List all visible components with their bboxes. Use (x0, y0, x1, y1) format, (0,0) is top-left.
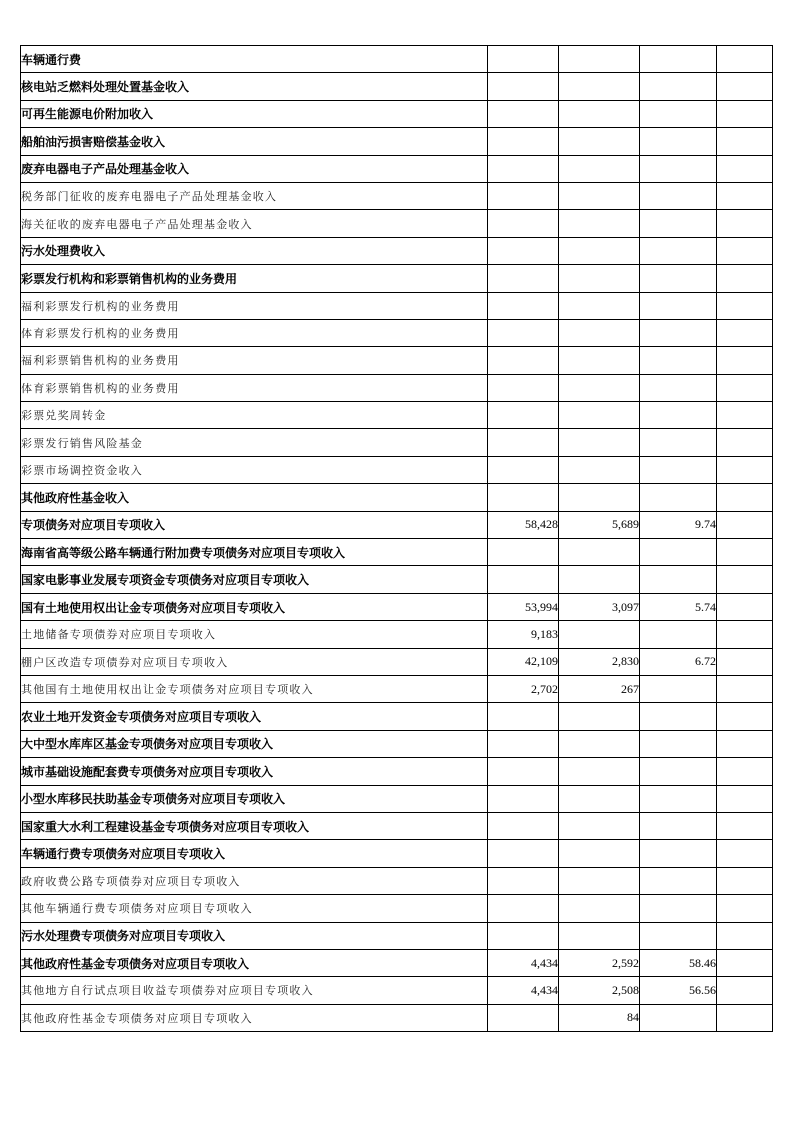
table-row (21, 210, 773, 237)
value-cell-d (717, 402, 773, 429)
value-cell-a (488, 785, 559, 812)
value-cell-b (559, 621, 640, 648)
value-cell-c (640, 100, 717, 127)
table-row (21, 237, 773, 264)
value-cell-b (559, 237, 640, 264)
table-row (21, 402, 773, 429)
table-row (21, 758, 773, 785)
value-cell-c (640, 46, 717, 73)
value-cell-b (559, 812, 640, 839)
value-cell-c (640, 265, 717, 292)
value-cell-b (559, 484, 640, 511)
value-cell-b (559, 758, 640, 785)
value-cell-a (488, 730, 559, 757)
value-cell-c (640, 484, 717, 511)
value-cell-b: 267 (559, 675, 640, 702)
value-cell-c (640, 675, 717, 702)
item-name-cell: 车辆通行费 (21, 46, 488, 73)
value-cell-a (488, 456, 559, 483)
value-cell-b (559, 539, 640, 566)
value-cell-d (717, 128, 773, 155)
value-cell-d (717, 484, 773, 511)
value-cell-a: 42,109 (488, 648, 559, 675)
value-cell-a: 58,428 (488, 511, 559, 538)
table-row (21, 182, 773, 209)
item-name-cell: 其他政府性基金收入 (21, 484, 488, 511)
value-cell-b: 5,689 (559, 511, 640, 538)
value-cell-a: 4,434 (488, 949, 559, 976)
value-cell-a (488, 539, 559, 566)
value-cell-c (640, 703, 717, 730)
value-cell-a (488, 374, 559, 401)
value-cell-d (717, 182, 773, 209)
value-cell-b (559, 922, 640, 949)
value-cell-b: 2,508 (559, 977, 640, 1004)
item-name-cell: 其他政府性基金专项债务对应项目专项收入 (21, 1004, 488, 1031)
table-row (21, 511, 773, 538)
value-cell-c (640, 456, 717, 483)
table-row (21, 648, 773, 675)
value-cell-a (488, 1004, 559, 1031)
item-name-cell: 福利彩票销售机构的业务费用 (21, 347, 488, 374)
value-cell-d (717, 621, 773, 648)
value-cell-a (488, 319, 559, 346)
table-row (21, 949, 773, 976)
item-name-cell: 污水处理费收入 (21, 237, 488, 264)
value-cell-d (717, 758, 773, 785)
value-cell-d (717, 511, 773, 538)
value-cell-b (559, 566, 640, 593)
table-row (21, 374, 773, 401)
value-cell-c (640, 1004, 717, 1031)
item-name-cell: 海关征收的废弃电器电子产品处理基金收入 (21, 210, 488, 237)
value-cell-a (488, 812, 559, 839)
table-row (21, 977, 773, 1004)
table-row (21, 730, 773, 757)
value-cell-a (488, 347, 559, 374)
value-cell-b: 2,592 (559, 949, 640, 976)
value-cell-c: 58.46 (640, 949, 717, 976)
table-row (21, 867, 773, 894)
item-name-cell: 废弃电器电子产品处理基金收入 (21, 155, 488, 182)
value-cell-d (717, 210, 773, 237)
value-cell-b (559, 429, 640, 456)
table-row (21, 347, 773, 374)
value-cell-a (488, 840, 559, 867)
value-cell-a (488, 265, 559, 292)
value-cell-a (488, 210, 559, 237)
item-name-cell: 可再生能源电价附加收入 (21, 100, 488, 127)
value-cell-c (640, 566, 717, 593)
table-row (21, 621, 773, 648)
value-cell-c (640, 812, 717, 839)
value-cell-b (559, 265, 640, 292)
value-cell-c (640, 785, 717, 812)
value-cell-d (717, 429, 773, 456)
value-cell-c: 56.56 (640, 977, 717, 1004)
value-cell-c (640, 182, 717, 209)
value-cell-a (488, 182, 559, 209)
item-name-cell: 其他车辆通行费专项债务对应项目专项收入 (21, 895, 488, 922)
table-row (21, 429, 773, 456)
value-cell-b (559, 840, 640, 867)
value-cell-d (717, 46, 773, 73)
value-cell-a (488, 46, 559, 73)
item-name-cell: 彩票发行销售风险基金 (21, 429, 488, 456)
value-cell-a (488, 128, 559, 155)
value-cell-c (640, 429, 717, 456)
table-row (21, 895, 773, 922)
value-cell-a (488, 867, 559, 894)
value-cell-a (488, 758, 559, 785)
item-name-cell: 其他政府性基金专项债务对应项目专项收入 (21, 949, 488, 976)
value-cell-a: 9,183 (488, 621, 559, 648)
table-row (21, 73, 773, 100)
revenue-table (20, 45, 773, 1032)
value-cell-d (717, 785, 773, 812)
value-cell-a (488, 484, 559, 511)
value-cell-c (640, 374, 717, 401)
value-cell-a (488, 402, 559, 429)
value-cell-d (717, 867, 773, 894)
table-row (21, 566, 773, 593)
value-cell-d (717, 675, 773, 702)
value-cell-d (717, 812, 773, 839)
item-name-cell: 彩票兑奖周转金 (21, 402, 488, 429)
item-name-cell: 彩票发行机构和彩票销售机构的业务费用 (21, 265, 488, 292)
value-cell-b (559, 292, 640, 319)
item-name-cell: 政府收费公路专项债券对应项目专项收入 (21, 867, 488, 894)
value-cell-a (488, 922, 559, 949)
value-cell-b (559, 155, 640, 182)
value-cell-d (717, 593, 773, 620)
table-row (21, 675, 773, 702)
table-row (21, 484, 773, 511)
value-cell-a (488, 895, 559, 922)
value-cell-c (640, 621, 717, 648)
value-cell-a (488, 155, 559, 182)
value-cell-d (717, 347, 773, 374)
table-row (21, 155, 773, 182)
item-name-cell: 土地储备专项债券对应项目专项收入 (21, 621, 488, 648)
value-cell-d (717, 703, 773, 730)
table-row (21, 922, 773, 949)
value-cell-b (559, 347, 640, 374)
value-cell-c (640, 867, 717, 894)
value-cell-c (640, 292, 717, 319)
table-row (21, 593, 773, 620)
item-name-cell: 核电站乏燃料处理处置基金收入 (21, 73, 488, 100)
value-cell-b (559, 46, 640, 73)
value-cell-d (717, 456, 773, 483)
value-cell-d (717, 895, 773, 922)
value-cell-d (717, 840, 773, 867)
item-name-cell: 国有土地使用权出让金专项债务对应项目专项收入 (21, 593, 488, 620)
value-cell-c (640, 210, 717, 237)
item-name-cell: 船舶油污损害赔偿基金收入 (21, 128, 488, 155)
value-cell-d (717, 730, 773, 757)
value-cell-d (717, 539, 773, 566)
table-row (21, 456, 773, 483)
item-name-cell: 车辆通行费专项债务对应项目专项收入 (21, 840, 488, 867)
value-cell-c (640, 758, 717, 785)
value-cell-a: 2,702 (488, 675, 559, 702)
value-cell-c (640, 73, 717, 100)
value-cell-c (640, 840, 717, 867)
value-cell-b (559, 210, 640, 237)
value-cell-b (559, 456, 640, 483)
table-row (21, 292, 773, 319)
value-cell-c: 6.72 (640, 648, 717, 675)
item-name-cell: 小型水库移民扶助基金专项债务对应项目专项收入 (21, 785, 488, 812)
item-name-cell: 污水处理费专项债务对应项目专项收入 (21, 922, 488, 949)
value-cell-d (717, 319, 773, 346)
value-cell-d (717, 237, 773, 264)
value-cell-a (488, 566, 559, 593)
value-cell-b: 84 (559, 1004, 640, 1031)
value-cell-b (559, 319, 640, 346)
value-cell-b: 3,097 (559, 593, 640, 620)
value-cell-b (559, 703, 640, 730)
value-cell-b (559, 895, 640, 922)
value-cell-d (717, 1004, 773, 1031)
table-row (21, 128, 773, 155)
item-name-cell: 其他国有土地使用权出让金专项债务对应项目专项收入 (21, 675, 488, 702)
item-name-cell: 专项债务对应项目专项收入 (21, 511, 488, 538)
item-name-cell: 大中型水库库区基金专项债务对应项目专项收入 (21, 730, 488, 757)
revenue-table-body (21, 46, 773, 1032)
value-cell-d (717, 566, 773, 593)
item-name-cell: 其他地方自行试点项目收益专项债券对应项目专项收入 (21, 977, 488, 1004)
item-name-cell: 税务部门征收的废弃电器电子产品处理基金收入 (21, 182, 488, 209)
item-name-cell: 国家重大水利工程建设基金专项债务对应项目专项收入 (21, 812, 488, 839)
value-cell-b (559, 73, 640, 100)
value-cell-d (717, 100, 773, 127)
value-cell-c (640, 539, 717, 566)
item-name-cell: 国家电影事业发展专项资金专项债务对应项目专项收入 (21, 566, 488, 593)
value-cell-c: 5.74 (640, 593, 717, 620)
value-cell-a: 53,994 (488, 593, 559, 620)
value-cell-b (559, 100, 640, 127)
table-row (21, 1004, 773, 1031)
value-cell-b (559, 785, 640, 812)
item-name-cell: 体育彩票销售机构的业务费用 (21, 374, 488, 401)
value-cell-d (717, 922, 773, 949)
value-cell-d (717, 155, 773, 182)
value-cell-a (488, 429, 559, 456)
value-cell-b (559, 402, 640, 429)
value-cell-b (559, 867, 640, 894)
value-cell-a (488, 100, 559, 127)
value-cell-d (717, 292, 773, 319)
value-cell-c (640, 128, 717, 155)
value-cell-d (717, 73, 773, 100)
value-cell-b (559, 374, 640, 401)
item-name-cell: 农业土地开发资金专项债务对应项目专项收入 (21, 703, 488, 730)
table-row (21, 100, 773, 127)
item-name-cell: 彩票市场调控资金收入 (21, 456, 488, 483)
value-cell-c: 9.74 (640, 511, 717, 538)
value-cell-a: 4,434 (488, 977, 559, 1004)
table-row (21, 265, 773, 292)
table-row (21, 703, 773, 730)
value-cell-c (640, 402, 717, 429)
value-cell-c (640, 319, 717, 346)
value-cell-d (717, 265, 773, 292)
value-cell-a (488, 237, 559, 264)
value-cell-d (717, 949, 773, 976)
value-cell-a (488, 73, 559, 100)
item-name-cell: 海南省高等级公路车辆通行附加费专项债务对应项目专项收入 (21, 539, 488, 566)
value-cell-a (488, 703, 559, 730)
item-name-cell: 福利彩票发行机构的业务费用 (21, 292, 488, 319)
value-cell-a (488, 292, 559, 319)
table-row (21, 785, 773, 812)
item-name-cell: 城市基础设施配套费专项债务对应项目专项收入 (21, 758, 488, 785)
table-row (21, 319, 773, 346)
value-cell-c (640, 730, 717, 757)
value-cell-b (559, 182, 640, 209)
value-cell-b (559, 128, 640, 155)
value-cell-b: 2,830 (559, 648, 640, 675)
value-cell-c (640, 237, 717, 264)
value-cell-d (717, 977, 773, 1004)
value-cell-c (640, 347, 717, 374)
item-name-cell: 体育彩票发行机构的业务费用 (21, 319, 488, 346)
table-row (21, 539, 773, 566)
value-cell-c (640, 155, 717, 182)
item-name-cell: 棚户区改造专项债券对应项目专项收入 (21, 648, 488, 675)
value-cell-d (717, 648, 773, 675)
value-cell-d (717, 374, 773, 401)
value-cell-b (559, 730, 640, 757)
value-cell-c (640, 895, 717, 922)
table-row (21, 46, 773, 73)
value-cell-c (640, 922, 717, 949)
table-row (21, 840, 773, 867)
table-row (21, 812, 773, 839)
